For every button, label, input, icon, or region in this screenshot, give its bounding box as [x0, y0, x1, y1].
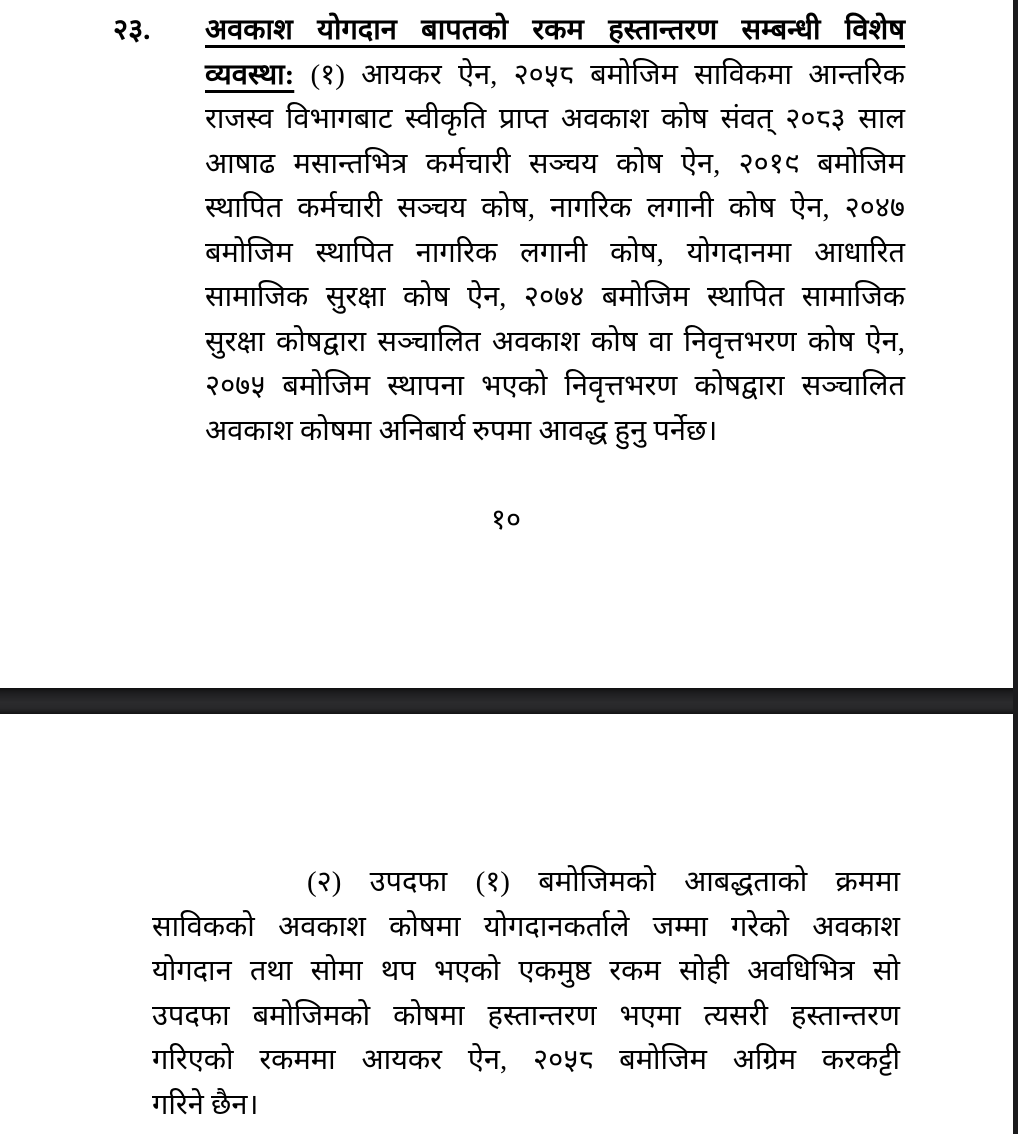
body-text-segment: गरिएको रकममा आयकर ऐन, २०५८ बमोजिम अग्रिम करकट्टी — [152, 1044, 900, 1076]
text-line — [205, 409, 905, 454]
text-line — [205, 364, 905, 409]
body-text-segment: उपदफा बमोजिमको कोषमा हस्तान्तरण भएमा त्यसरी हस्तान्तरण — [152, 999, 900, 1032]
section-number: २३. — [113, 14, 151, 46]
subsection-2-paragraph — [152, 860, 900, 1127]
text-line — [205, 275, 905, 320]
text-line — [152, 860, 900, 905]
body-text-segment: २०७५ बमोजिम स्थापना भएको निवृत्तभरण कोषद्वारा सञ्चालित — [205, 370, 905, 402]
section-heading-segment: व्यवस्था: — [205, 58, 295, 91]
section-23-paragraph-1 — [205, 8, 905, 453]
page-separator-bar — [0, 688, 1018, 714]
body-text-segment: राजस्व विभागबाट स्वीकृति प्राप्त अवकाश कोष संवत् २०८३ साल — [205, 103, 905, 135]
body-text-segment: स्थापित कर्मचारी सञ्चय कोष, नागरिक लगानी कोष ऐन, २०४७ — [205, 192, 905, 224]
section-heading-segment: अवकाश योगदान बापतको रकम हस्तान्तरण सम्बन्धी विशेष — [205, 14, 905, 46]
body-text-segment: सामाजिक सुरक्षा कोष ऐन, २०७४ बमोजिम स्थापित सामाजिक — [205, 281, 905, 313]
body-text-segment: साविकको अवकाश कोषमा योगदानकर्ताले जम्मा गरेको अवकाश — [152, 910, 900, 943]
text-line — [205, 8, 905, 53]
text-line — [152, 994, 900, 1039]
body-text-segment: बमोजिम स्थापित नागरिक लगानी कोष, योगदानमा आधारित — [205, 236, 905, 269]
text-line — [205, 53, 905, 98]
body-text-segment: आषाढ मसान्तभित्र कर्मचारी सञ्चय कोष ऐन, २०१९ बमोजिम — [205, 147, 905, 180]
text-line — [205, 231, 905, 276]
text-line — [205, 97, 905, 142]
text-line — [205, 320, 905, 365]
text-line — [152, 1038, 900, 1083]
body-text-segment: सुरक्षा कोषद्वारा सञ्चालित अवकाश कोष वा निवृत्तभरण कोष ऐन, — [205, 325, 905, 358]
text-line — [152, 905, 900, 950]
text-line — [205, 142, 905, 187]
body-text-segment: (१) आयकर ऐन, २०५८ बमोजिम साविकमा आन्तरिक — [294, 58, 905, 91]
body-text-segment: (२) उपदफा (१) बमोजिमको आबद्धताको क्रममा — [307, 866, 900, 898]
page-number: १० — [490, 504, 522, 536]
text-line — [152, 949, 900, 994]
body-text-segment: अवकाश कोषमा अनिबार्य रुपमा आवद्ध हुनु पर्नेछ। — [205, 414, 718, 447]
text-line — [152, 1083, 900, 1128]
page-border-line — [1013, 0, 1018, 1134]
text-line — [205, 186, 905, 231]
body-text-segment: गरिने छैन। — [152, 1088, 259, 1121]
body-text-segment: योगदान तथा सोमा थप भएको एकमुष्ठ रकम सोही अवधिभित्र सो — [152, 955, 900, 987]
